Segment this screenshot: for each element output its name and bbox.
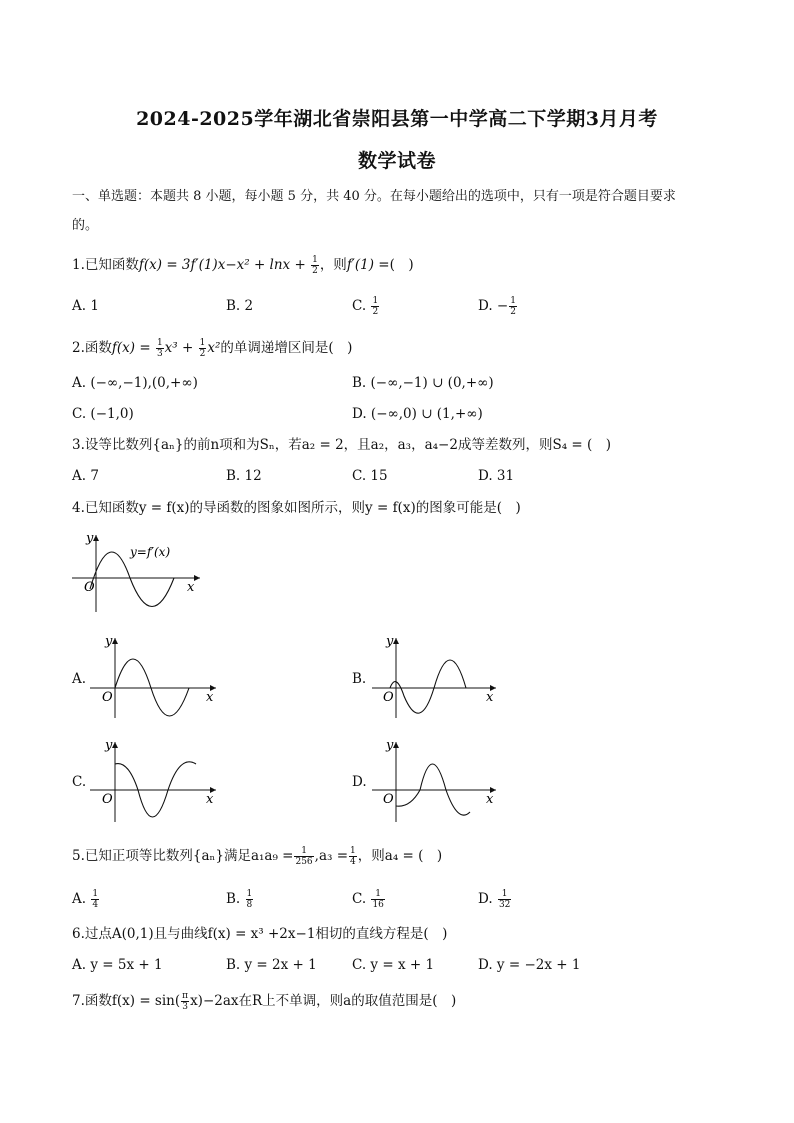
question-1 [72, 255, 414, 276]
svg-text:O: O [102, 690, 113, 705]
section-instructions-line1: 一、单选题：本题共 8 小题，每小题 5 分，共 40 分。在每小题给出的选项中，只有一项是符合题目要求 [72, 189, 676, 204]
q5-option-d: D. $\frac{1}{32}$ [478, 889, 511, 910]
q5-option-a: A. $\frac{1}{4}$ [72, 889, 99, 910]
q6-option-c: C. y = x + 1 [352, 957, 435, 973]
q3-option-c: C. 15 [352, 468, 388, 484]
y-label: y [86, 531, 94, 546]
svg-text:y: y [105, 634, 113, 649]
q4-option-d-label: D. [352, 774, 367, 790]
svg-text:y: y [386, 634, 394, 649]
question-3: 3.设等比数列{aₙ}的前n项和为Sₙ，若a₂ = 2，且a₂，a₃，a₄−2成等差数列，则S₄ = ( ) [72, 437, 612, 453]
q3-option-d: D. 31 [478, 468, 515, 484]
q1-option-d: D. − $\frac{1}{2}$ [478, 296, 516, 317]
q6-option-b: B. y = 2x + 1 [226, 957, 317, 973]
q4-option-d-graph [370, 734, 510, 826]
q1-option-c: C. $\frac{1}{2}$ [352, 296, 379, 317]
q1-tail: ( ) [389, 257, 414, 273]
question-2: 2.函数f(x) = $\frac{1}{3}$ x³ + $\frac{1}{2}$ x²的单调递增区间是( ) [72, 338, 353, 359]
exam-title: 2024-2025学年湖北省崇阳县第一中学高二下学期3月月考 [136, 108, 658, 130]
q2-option-d: D. (−∞,0) ∪ (1,+∞) [352, 406, 483, 422]
svg-text:O: O [102, 792, 113, 807]
svg-text:O: O [383, 792, 394, 807]
q4-option-a-label: A. [72, 671, 87, 687]
q3-option-a: A. 7 [72, 468, 99, 484]
svg-text:x: x [206, 792, 214, 807]
q1-option-b: B. 2 [226, 298, 254, 314]
q4-derivative-graph [70, 527, 210, 617]
q4-option-c-label: C. [72, 774, 87, 790]
question-7: 7.函数f(x) = sin( $\frac{\pi}{3}$ x)−2ax在R上不单调，则a的取值范围是( ) [72, 991, 457, 1012]
question-4: 4.已知函数y = f(x)的导函数的图象如图所示，则y = f(x)的图象可能是( ) [72, 500, 521, 516]
q6-option-a: A. y = 5x + 1 [72, 957, 163, 973]
q1-fraction: $\frac{1}{2}$ [312, 255, 318, 276]
svg-text:x: x [486, 690, 494, 705]
exam-subtitle: 数学试卷 [357, 150, 436, 172]
svg-text:y: y [105, 738, 113, 753]
q5-option-b: B. $\frac{1}{8}$ [226, 889, 253, 910]
derivative-label: y=f′(x) [130, 545, 171, 559]
q3-option-b: B. 12 [226, 468, 262, 484]
question-6: 6.过点A(0,1)且与曲线f(x) = x³ +2x−1相切的直线方程是( ) [72, 926, 448, 942]
q1-option-a: A. 1 [72, 298, 99, 314]
q1-expression: f(x) = 3f′(1)x−x² + lnx + [138, 257, 306, 273]
q6-option-d: D. y = −2x + 1 [478, 957, 581, 973]
svg-text:x: x [486, 792, 494, 807]
q2-option-c: C. (−1,0) [72, 406, 134, 422]
origin-label: O [84, 580, 95, 595]
q4-option-b-graph [370, 630, 510, 722]
x-label: x [187, 580, 195, 595]
section-instructions-line2: 的。 [72, 218, 99, 233]
q1-mid: ，则 [319, 257, 347, 273]
q4-option-a-graph [88, 630, 228, 722]
q4-option-c-graph [88, 734, 228, 826]
svg-text:y: y [386, 738, 394, 753]
q4-option-b-label: B. [352, 671, 367, 687]
q2-option-a: A. (−∞,−1),(0,+∞) [72, 375, 198, 391]
q2-option-b: B. (−∞,−1) ∪ (0,+∞) [352, 375, 494, 391]
q1-prefix: 1.已知函数 [72, 257, 139, 273]
question-5: 5.已知正项等比数列{aₙ}满足a₁a₉ = $\frac{1}{256}$ ,a₃ = $\frac{1}{4}$ ，则a₄ = ( ) [72, 846, 443, 867]
q1-ask: f′(1) = [346, 257, 390, 273]
svg-text:O: O [383, 690, 394, 705]
svg-text:x: x [206, 690, 214, 705]
derivative-curve [90, 552, 174, 606]
q5-option-c: C. $\frac{1}{16}$ [352, 889, 384, 910]
